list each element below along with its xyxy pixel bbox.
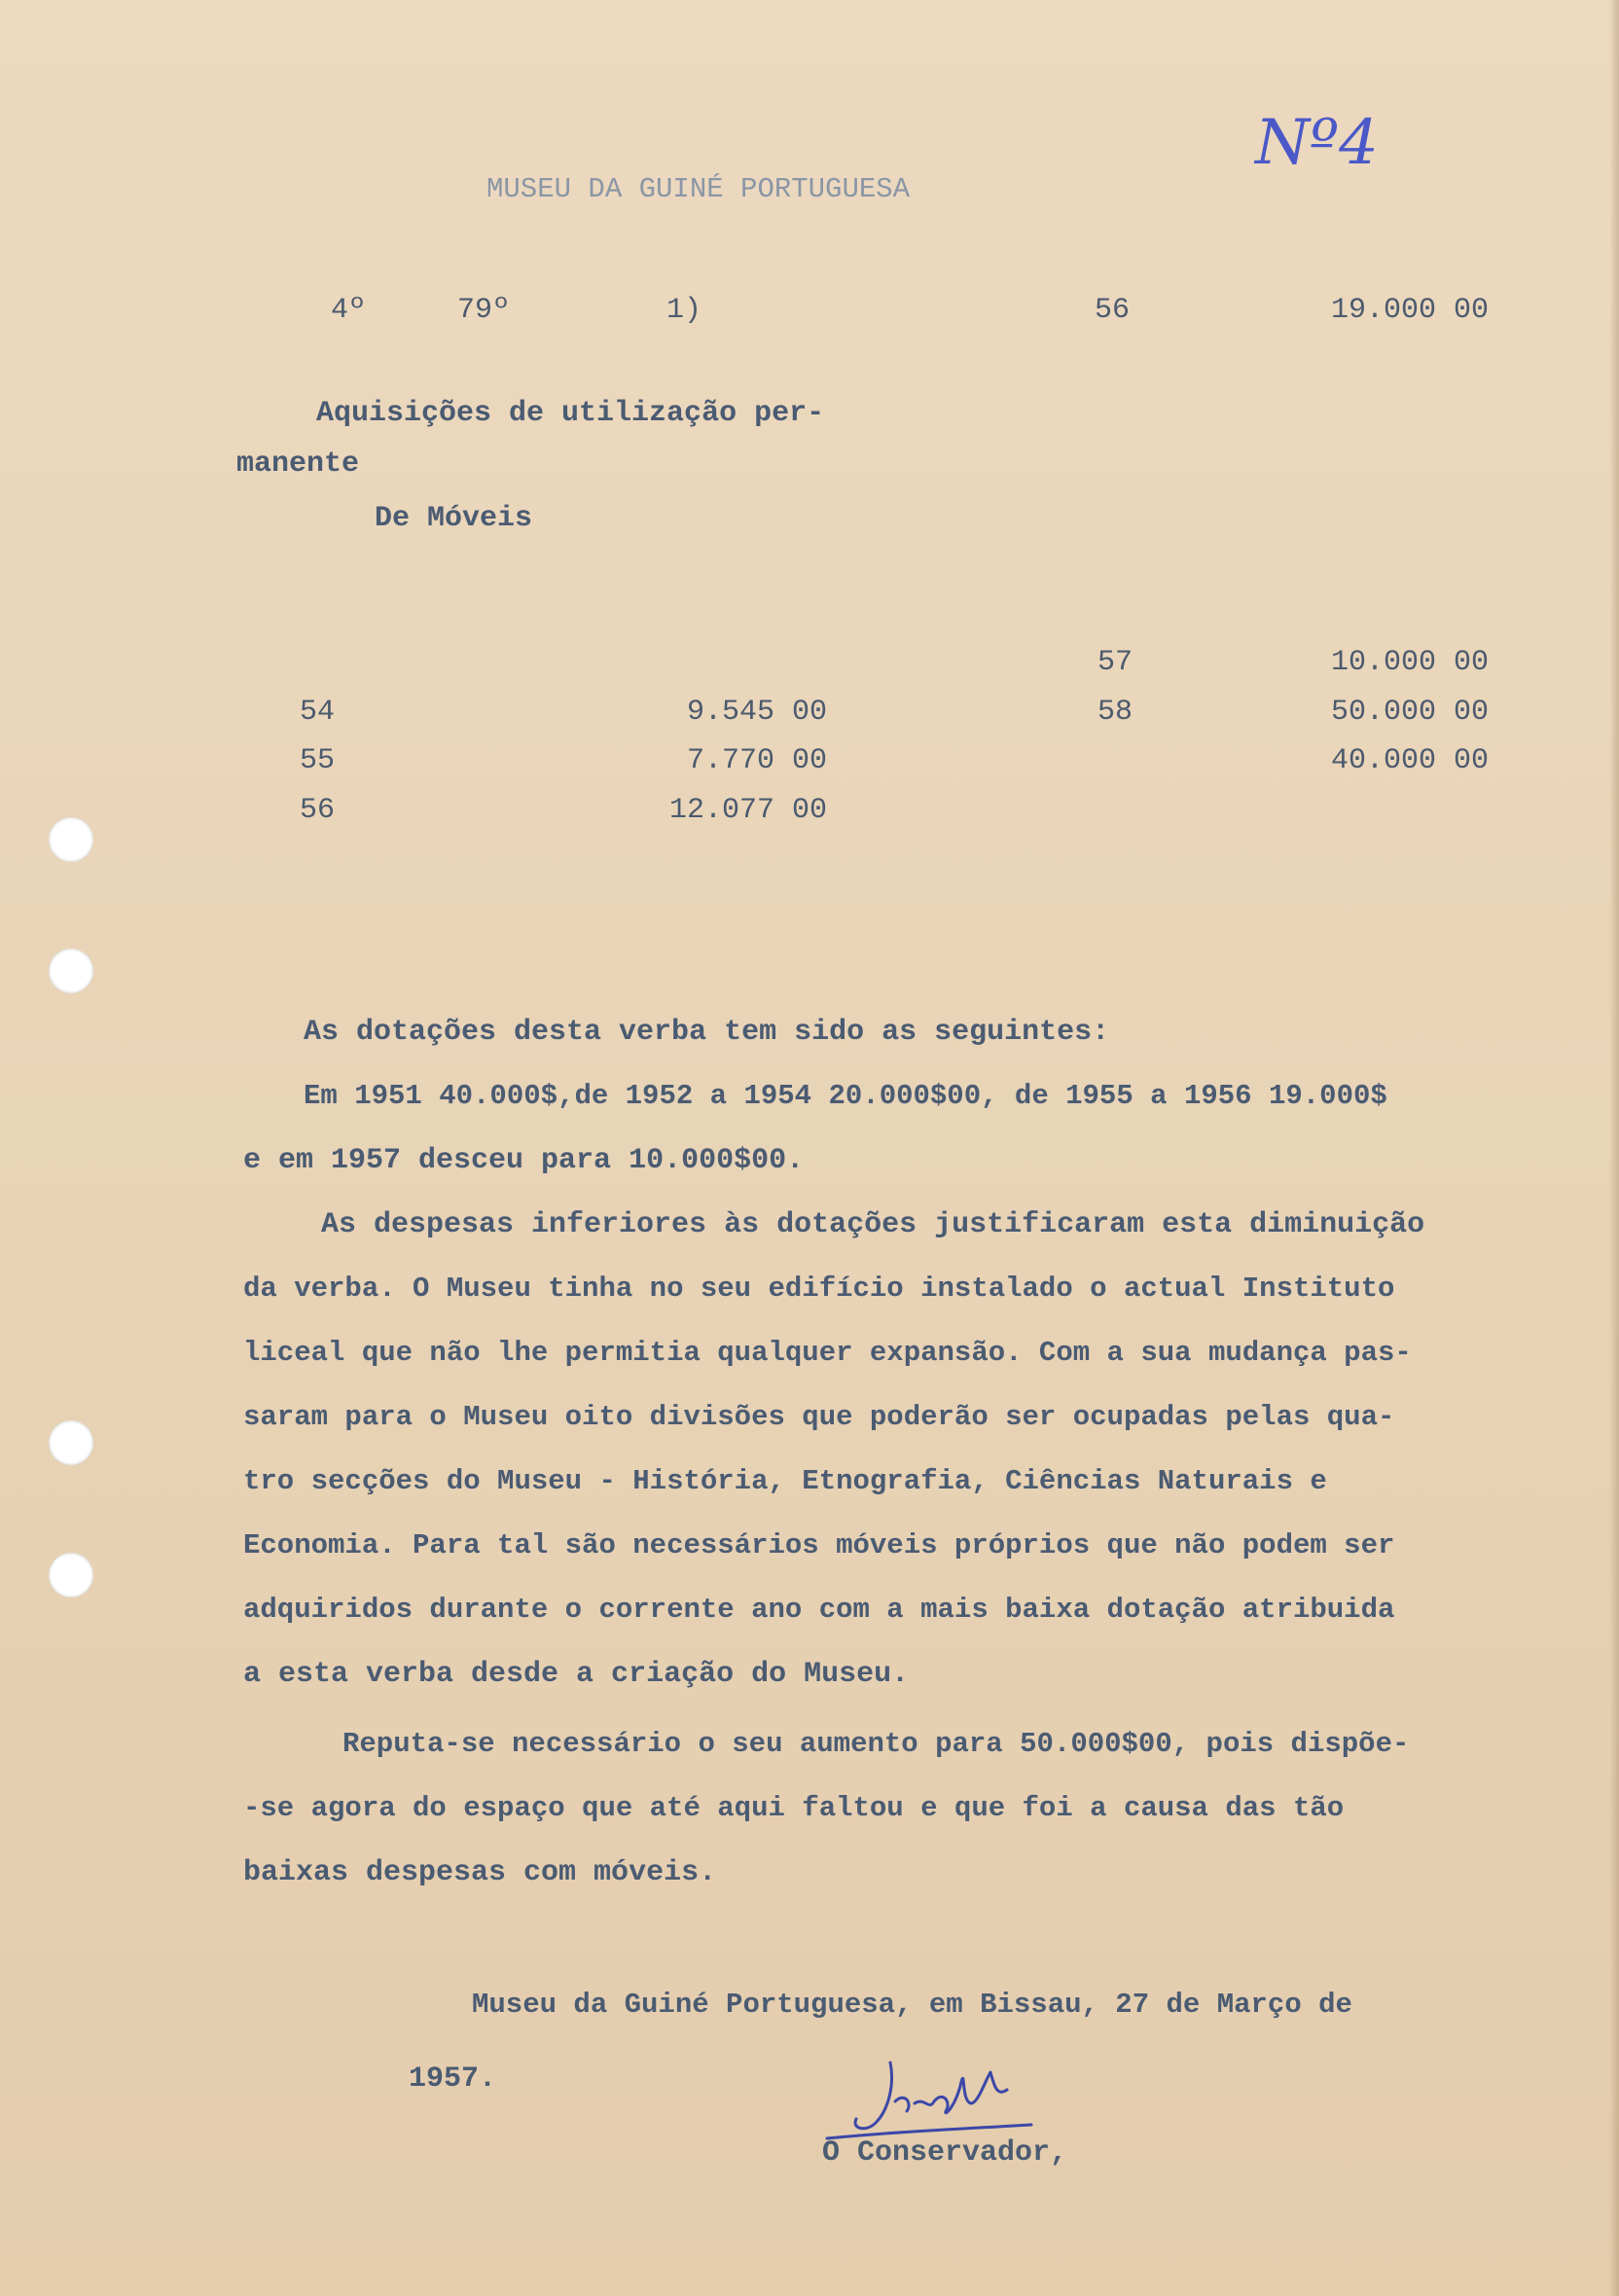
document-header: MUSEU DA GUINÉ PORTUGUESA <box>486 173 911 205</box>
paragraph1-line: As dotações desta verba tem sido as seguintes: <box>304 1016 1110 1049</box>
subsection-title: De Móveis <box>375 502 533 535</box>
paragraph2-line: Economia. Para tal são necessários móveis próprios que não podem ser <box>243 1529 1395 1561</box>
handwritten-page-number: Nº4 <box>1255 107 1379 179</box>
top-row-col1: 4º <box>331 294 367 327</box>
table-right-year: 58 <box>1097 696 1133 729</box>
signature-drawing <box>798 2043 1090 2150</box>
punch-hole <box>49 1553 93 1597</box>
paragraph2-line: liceal que não lhe permitia qualquer expansão. Com a sua mudança pas- <box>243 1337 1412 1369</box>
paragraph2-line: saram para o Museu oito divisões que poderão ser ocupadas pelas qua- <box>243 1401 1395 1433</box>
top-row-col2: 79º <box>457 294 511 327</box>
table-left-year: 55 <box>300 744 336 777</box>
table-right-amount: 10.000 00 <box>1330 646 1489 679</box>
closing-place-date: Museu da Guiné Portuguesa, em Bissau, 27 de Março de <box>472 1989 1352 2021</box>
top-row-col4: 56 <box>1095 294 1131 327</box>
paragraph3-line: -se agora do espaço que até aqui faltou e que foi a causa das tão <box>243 1792 1345 1824</box>
top-row-col5: 19.000 00 <box>1330 294 1489 327</box>
signature-title: O Conservador, <box>822 2136 1068 2170</box>
section-title-line2: manente <box>236 448 360 481</box>
paragraph3-line: Reputa-se necessário o seu aumento para 50.000$00, pois dispõe- <box>342 1728 1410 1760</box>
paragraph2-line: tro secções do Museu - História, Etnografia, Ciências Naturais e <box>243 1465 1327 1497</box>
table-left-year: 56 <box>300 794 336 827</box>
punch-hole <box>49 817 93 862</box>
closing-year: 1957. <box>409 2063 497 2096</box>
table-right-year: 57 <box>1097 646 1133 679</box>
table-left-amount: 7.770 00 <box>686 744 827 777</box>
paragraph2-line: adquiridos durante o corrente ano com a mais baixa dotação atribuida <box>243 1594 1395 1626</box>
table-left-year: 54 <box>300 696 336 729</box>
paragraph3-line: baixas despesas com móveis. <box>243 1856 717 1889</box>
paragraph2-line: a esta verba desde a criação do Museu. <box>243 1658 910 1691</box>
paper-edge <box>1609 0 1619 2296</box>
punch-hole <box>49 1420 93 1465</box>
punch-hole <box>49 949 93 993</box>
paragraph1-line: e em 1957 desceu para 10.000$00. <box>243 1144 805 1177</box>
table-right-amount: 40.000 00 <box>1330 744 1489 777</box>
table-left-amount: 9.545 00 <box>686 696 827 729</box>
table-right-amount: 50.000 00 <box>1330 696 1489 729</box>
paragraph2-line: As despesas inferiores às dotações justificaram esta diminuição <box>321 1208 1425 1241</box>
paragraph1-line: Em 1951 40.000$,de 1952 a 1954 20.000$00, de 1955 a 1956 19.000$ <box>304 1080 1387 1112</box>
paragraph2-line: da verba. O Museu tinha no seu edifício instalado o actual Instituto <box>243 1273 1395 1305</box>
top-row-col3: 1) <box>666 294 702 327</box>
table-left-amount: 12.077 00 <box>668 794 827 827</box>
section-title-line1: Aquisições de utilização per- <box>316 397 825 430</box>
